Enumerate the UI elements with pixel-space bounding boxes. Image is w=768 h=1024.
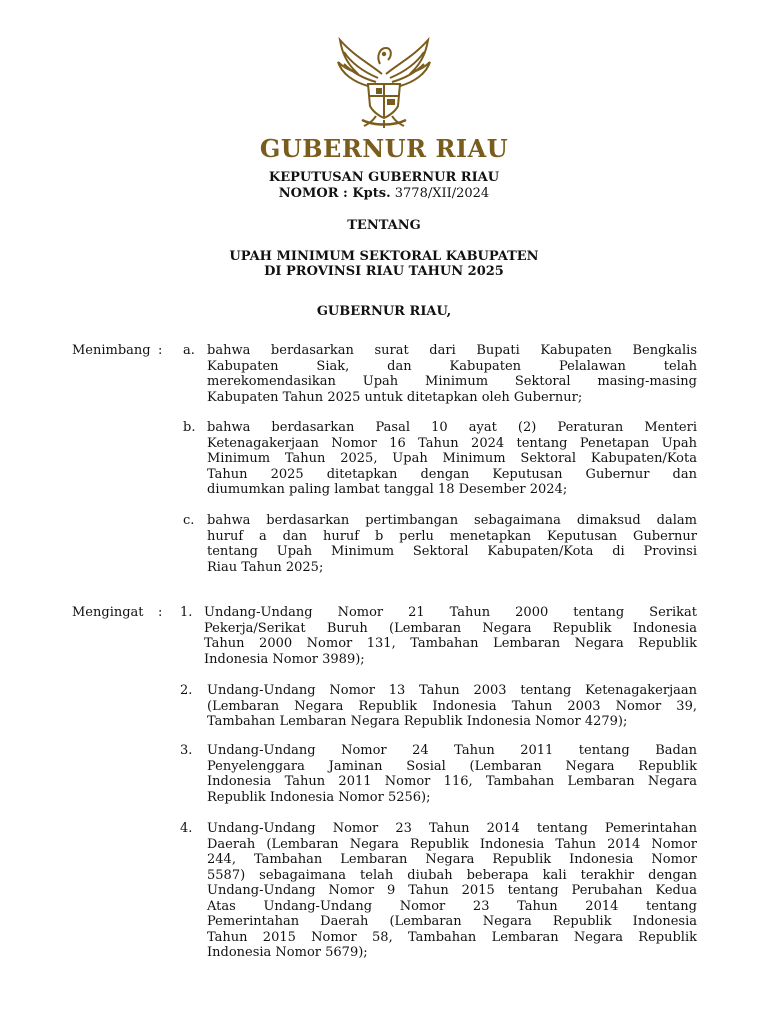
mengingat-label: Mengingat [72,605,144,620]
subject-line-2: DI PROVINSI RIAU TAHUN 2025 [264,264,504,279]
text-line: Daerah (Lembaran Negara Republik Indonesia Tahun 2014 Nomor [207,836,697,852]
issuer-heading: GUBERNUR RIAU, [316,304,452,319]
text-line: Indonesia Nomor 5679); [207,945,368,960]
text-line: Tambahan Lembaran Negara Republik Indonesia Nomor 4279); [207,714,628,729]
text-line: Undang-Undang Nomor 23 Tahun 2014 tentang Pemerintahan [207,821,697,836]
menimbang-colon: : [158,343,163,358]
text-line: 244, Tambahan Lembaran Negara Republik Indonesia Nomor [207,852,697,867]
text-line: Undang-Undang Nomor 21 Tahun 2000 tentang Serikat [204,605,697,620]
text-line: Riau Tahun 2025; [207,559,324,575]
consideration-marker: c. [183,513,195,528]
text-line: huruf a dan huruf b perlu menetapkan Keputusan Gubernur [207,528,697,544]
governor-letterhead-title: GUBERNUR RIAU [259,134,509,163]
menimbang-label: Menimbang [72,343,151,358]
text-line: Undang-Undang Nomor 24 Tahun 2011 tentang Badan [207,743,697,758]
text-line: bahwa berdasarkan pertimbangan sebagaimana dimaksud dalam [207,513,697,528]
decree-number-value: 3778/XII/2024 [394,186,490,201]
text-line: Minimum Tahun 2025, Upah Minimum Sektoral Kabupaten/Kota [207,451,697,466]
text-line: Undang-Undang Nomor 9 Tahun 2015 tentang Perubahan Kedua [207,883,697,898]
legal-basis-item [204,605,697,667]
text-line: tentang Upah Minimum Sektoral Kabupaten/Kota di Provinsi [207,544,697,559]
decree-title: KEPUTUSAN GUBERNUR RIAU [268,170,500,185]
text-line: bahwa berdasarkan Pasal 10 ayat (2) Peraturan Menteri [207,420,697,435]
text-line: Pemerintahan Daerah (Lembaran Negara Republik Indonesia [207,914,697,929]
about-heading: TENTANG [347,218,421,233]
legal-basis-item [207,683,697,730]
legal-basis-item [207,821,697,961]
text-line: Kabupaten Tahun 2025 untuk ditetapkan oleh Gubernur; [207,389,583,405]
legal-basis-marker: 1. [180,605,193,620]
text-line: Tahun 2000 Nomor 131, Tambahan Lembaran Negara Republik [204,636,697,651]
text-line: Indonesia Tahun 2011 Nomor 116, Tambahan Lembaran Negara [207,774,697,789]
legal-basis-marker: 3. [180,743,193,758]
text-line: bahwa berdasarkan surat dari Bupati Kabupaten Bengkalis [207,343,697,358]
consideration-item [207,420,697,498]
mengingat-colon: : [158,605,163,620]
consideration-marker: b. [183,420,196,435]
text-line: Kabupaten Siak, dan Kabupaten Pelalawan telah [207,358,697,374]
consideration-item [207,513,697,575]
text-line: (Lembaran Negara Republik Indonesia Tahun 2003 Nomor 39, [207,698,697,714]
legal-basis-marker: 4. [180,821,193,836]
legal-basis-marker: 2. [180,683,193,698]
decree-number [0,186,768,202]
text-line: 5587) sebagaimana telah diubah beberapa kali terakhir dengan [207,867,697,883]
text-line: Penyelenggara Jaminan Sosial (Lembaran Negara Republik [207,758,697,774]
decree-number-label: NOMOR : Kpts. [278,186,391,201]
text-line: Atas Undang-Undang Nomor 23 Tahun 2014 tentang [207,898,697,914]
text-line: Undang-Undang Nomor 13 Tahun 2003 tentang Ketenagakerjaan [207,683,697,698]
consideration-item [207,343,697,405]
text-line: diumumkan paling lambat tanggal 18 Desember 2024; [207,482,568,497]
text-line: Tahun 2025 ditetapkan dengan Keputusan Gubernur dan [207,466,697,482]
text-line: Indonesia Nomor 3989); [204,651,365,667]
text-line: Tahun 2015 Nomor 58, Tambahan Lembaran Negara Republik [207,929,697,945]
text-line: Pekerja/Serikat Buruh (Lembaran Negara Republik Indonesia [204,620,697,636]
subject-line-1: UPAH MINIMUM SEKTORAL KABUPATEN [229,249,539,264]
text-line: Republik Indonesia Nomor 5256); [207,789,431,805]
legal-basis-item [207,743,697,805]
garuda-emblem-icon [332,34,436,130]
consideration-marker: a. [183,343,195,358]
text-line: Ketenagakerjaan Nomor 16 Tahun 2024 tentang Penetapan Upah [207,435,697,451]
text-line: merekomendasikan Upah Minimum Sektoral masing-masing [207,374,697,389]
